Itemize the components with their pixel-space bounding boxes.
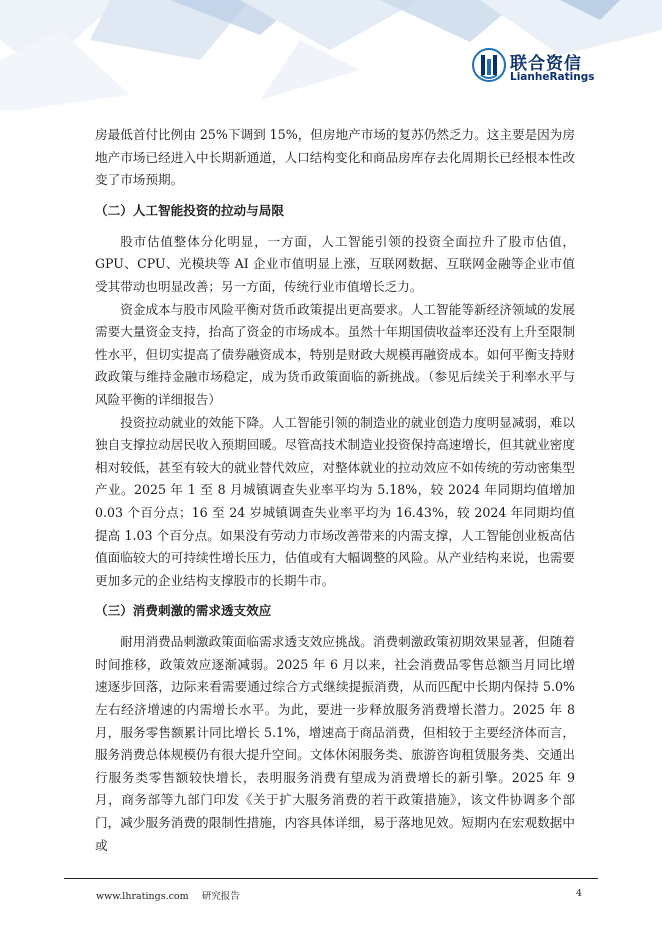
paragraph-employment: 投资拉动就业的效能下降。人工智能引领的制造业的就业创造力度明显减弱，难以独自支撑拉动居民收入预期回暖。尽管高技术制造业投资保持高速增长，但其就业密度相对较低，甚至有较大的就业替代效应，对整体就业的拉动效应不如传统的劳动密集型产业。2025 年 1 至 8 月城镇调查失业率平均为 5.18%，较 2024 年同期均值增加 0.03 个百分点；16 至 24 岁城镇调查失业率平均为 16.43%，较 2024 年同期均值提高 1.03 个百分点。如果没有劳动力市场改善带来的内需支撑，人工智能创业板高估值面临较大的可持续性增长压力，估值或有大幅调整的风险。从产业结构来说，也需要更加多元的企业结构支撑股市的长期牛市。 — [95, 414, 575, 588]
footer-info — [96, 888, 240, 902]
paragraph-consumption-policy: 耐用消费品刺激政策面临需求透支效应挑战。消费刺激政策初期效果显著，但随着时间推移，政策效应逐渐减弱。2025 年 6 月以来，社会消费品零售总额当月同比增速逐步回落，边际来看需要通过综合方式继续提振消费，从而匹配中长期内保持 5.0%左右经济增速的内需增长水平。为此，要进一步释放服务消费增长潜力。2025 年 8 月，服务零售额累计同比增长 5.1%，增速高于商品消费，但相较于主要经济体而言，服务消费总体规模仍有很大提升空间。文体休闲服务类、旅游咨询租赁服务类、交通出行服务类零售额较快增长，表明服务消费有望成为消费增长的新引擎。2025 年 9 月，商务部等九部门印发《关于扩大服务消费的若干政策措施》，该文件协调多个部门，减少服务消费的限制性措施，内容具体详细，易于落地见效。短期内在宏观数据中或 — [95, 634, 575, 853]
footer-doc-type: 研究报告 — [201, 891, 240, 902]
logo-english-name: LianheRatings — [510, 71, 595, 83]
footer-website-link[interactable]: www.lhratings.com — [96, 891, 189, 902]
lianhe-logo-icon — [472, 48, 506, 82]
section-heading-ai-investment: （二）人工智能投资的拉动与局限 — [95, 202, 284, 218]
page-number: 4 — [576, 888, 583, 899]
paragraph-funding-cost: 资金成本与股市风险平衡对货币政策提出更高要求。人工智能等新经济领域的发展需要大量资金支持，抬高了资金的市场成本。虽然十年期国债收益率还没有上升至限制性水平，但切实提高了债券融资成本，特别是财政大规模再融资成本。如何平衡支持财政政策与维持金融市场稳定，成为货币政策面临的新挑战。（参见后续关于利率水平与风险平衡的详细报告） — [95, 301, 575, 407]
report-body — [95, 124, 575, 857]
paragraph-housing-continued: 房最低首付比例由 25%下调到 15%，但房地产市场的复苏仍然乏力。这主要是因为房地产市场已经进入中长期新通道，人口结构变化和商品房库存去化周期长已经根本性改变了市场预期。 — [95, 127, 575, 188]
company-logo — [472, 48, 632, 92]
logo-chinese-name: 联合资信 — [510, 54, 582, 74]
section-heading-consumption: （三）消费刺激的需求透支效应 — [95, 603, 272, 619]
footer-divider — [64, 878, 598, 879]
paragraph-stock-valuation: 股市估值整体分化明显，一方面，人工智能引领的投资全面拉升了股市估值，GPU、CPU、光模块等 AI 企业市值明显上涨，互联网数据、互联网金融等企业市值受其带动也明显改善；另一方面，传统行业市值增长乏力。 — [95, 233, 575, 294]
